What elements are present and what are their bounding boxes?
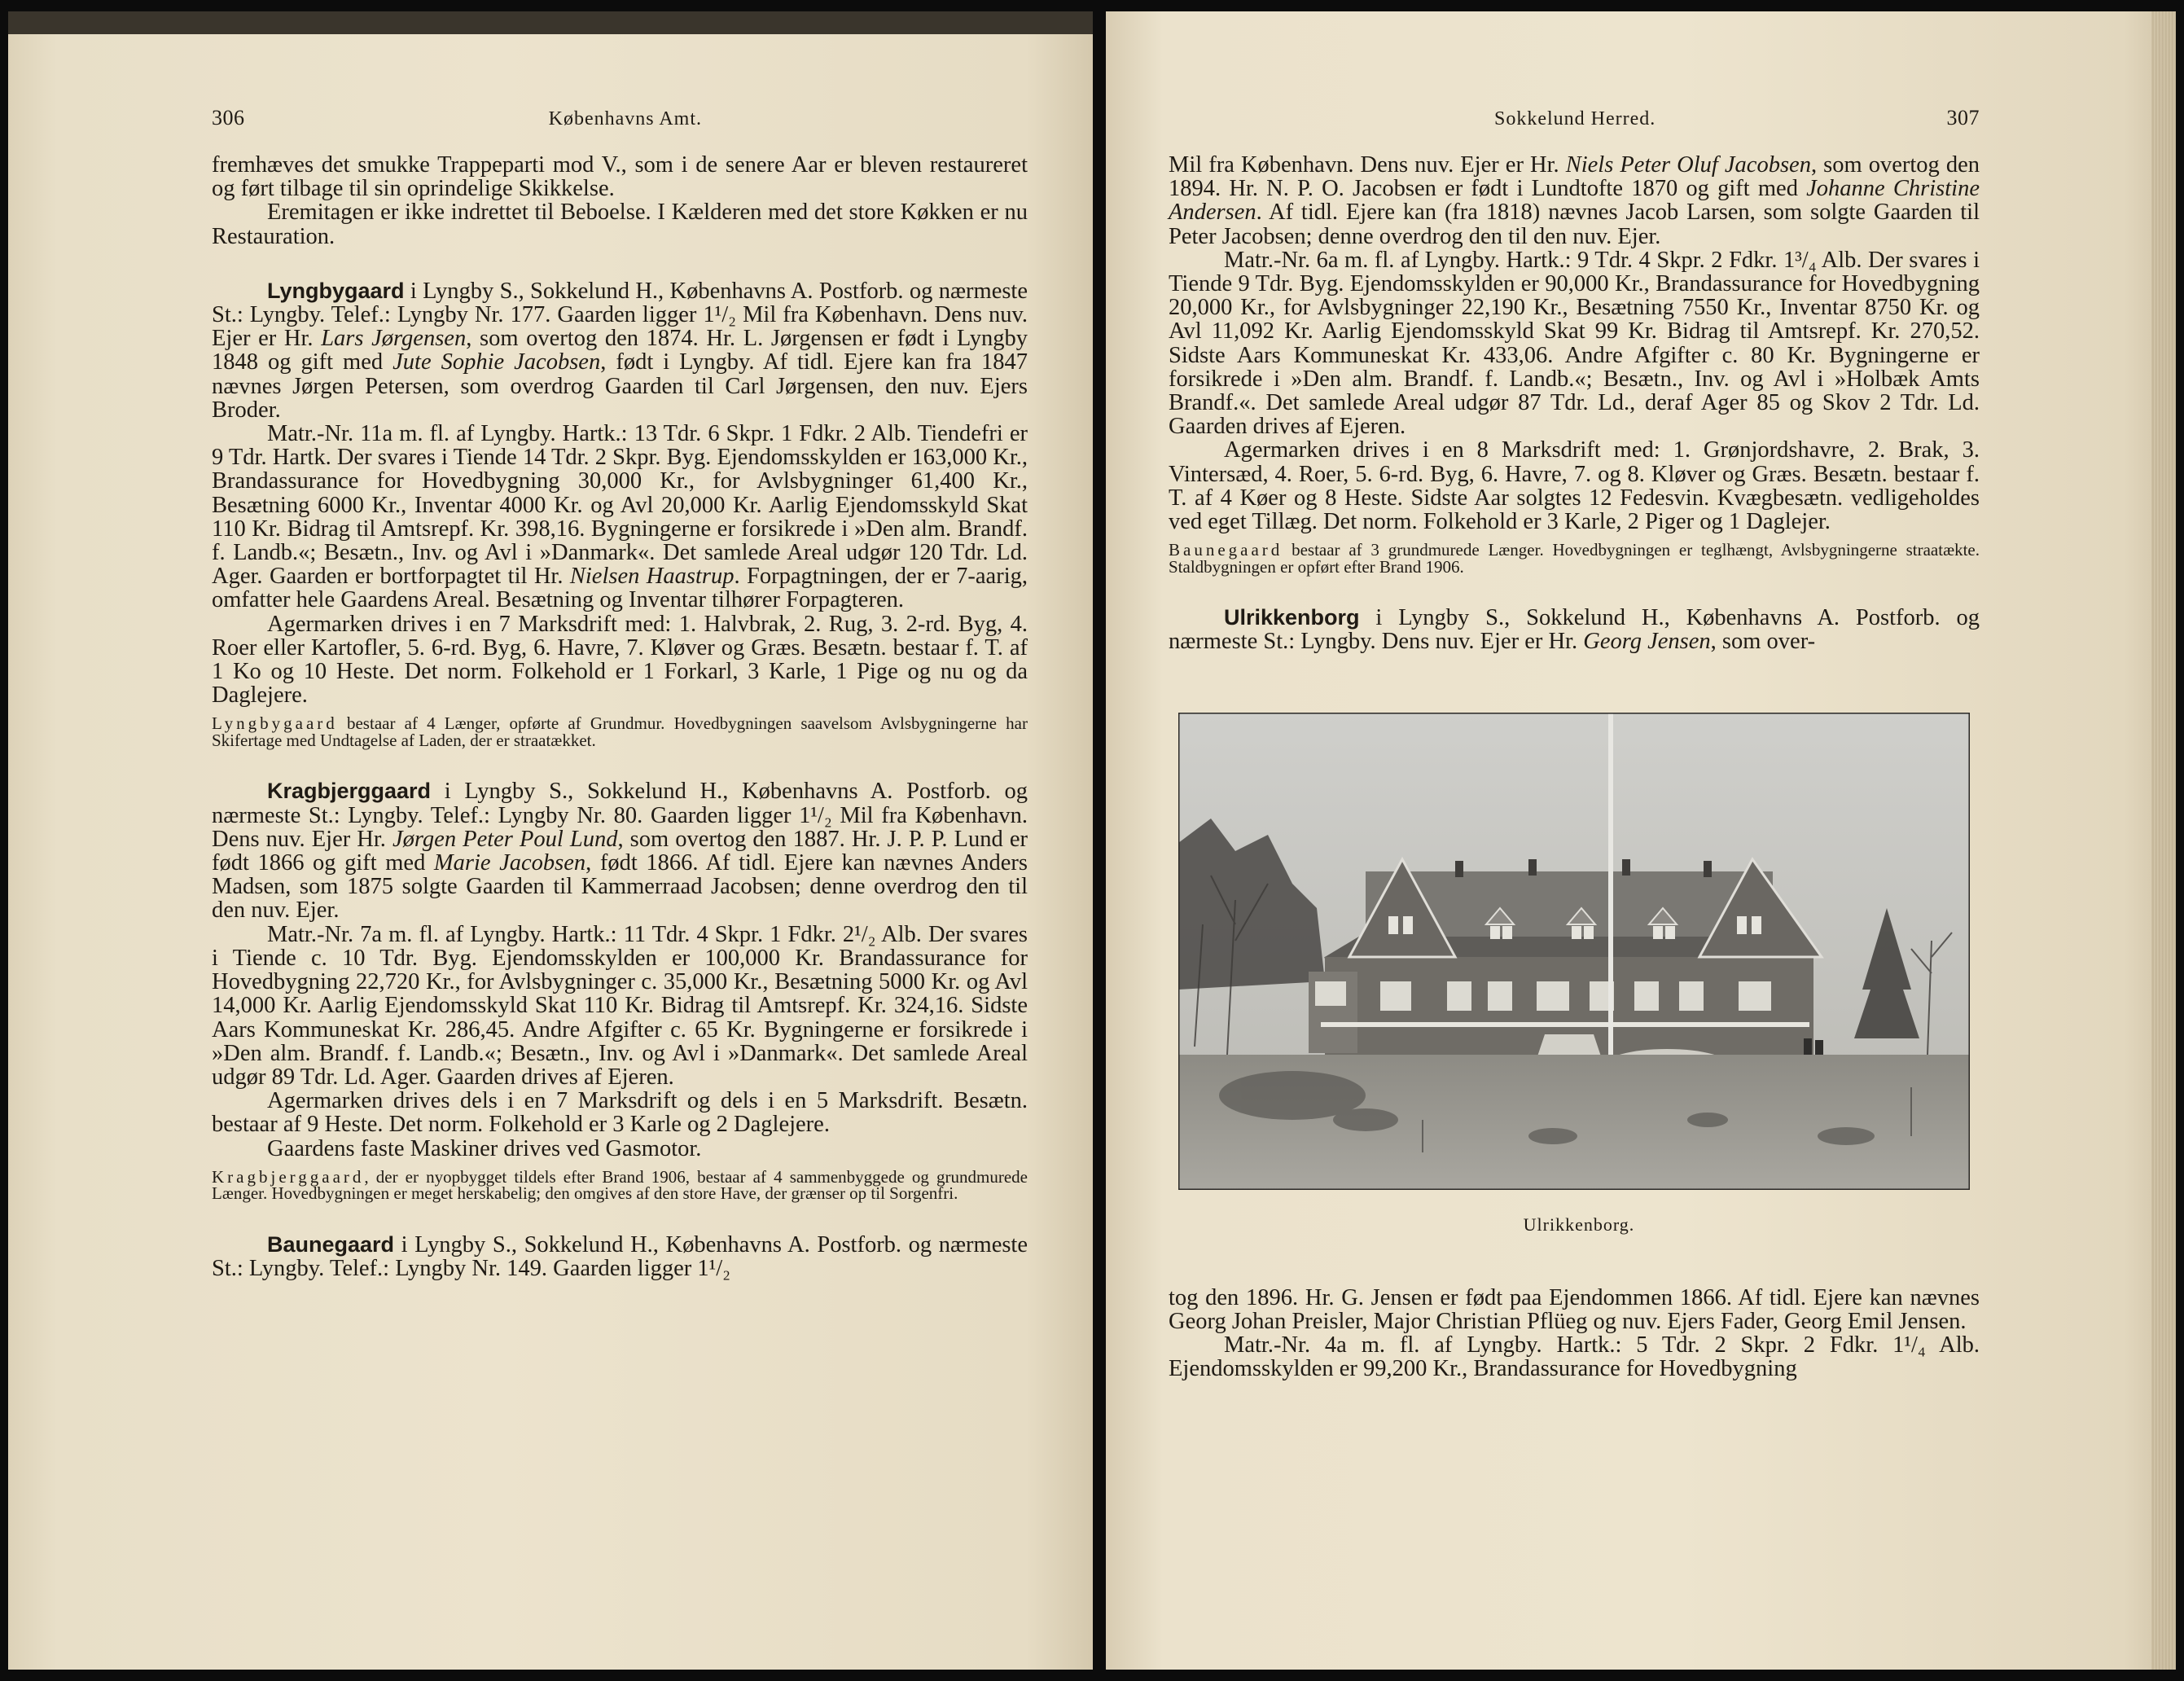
estate-name: Kragbjerggaard — [267, 779, 432, 804]
estate-paragraph: Matr.-Nr. 7a m. fl. af Lyngby. Hartk.: 11 Tdr. 4 Skpr. 1 Fdkr. 2¹/₂ Alb. Der svares i Tiende c. 10 Tdr. Byg. Ejendomsskylden er 100,000 Kr. Brandassurance for Hovedbygning 22,720 Kr., for Avlsbygninger c. 35,000 Kr., Besætning 5000 Kr. og Avl 14,000 Kr. Aarlig Ejendomsskyld Skat 110 Kr. Bidrag til Amtsrepf. Kr. 324,16. Sidste Aars Kommuneskat Kr. 286,45. Andre Afgifter c. 65 Kr. Bygningerne er forsikrede i »Den alm. Brandf. f. Landb.«; Besætn., Inv. og Avl i »Danmark«. Det samlede Areal udgør 89 Tdr. Ld. Ager. Gaarden drives af Ejeren. — [212, 921, 1028, 1090]
estate-entry-ulrikkenborg — [1169, 606, 1980, 1380]
photo-caption: Ulrikkenborg. — [1523, 1214, 1635, 1235]
spouse-name: Jute Sophie Jacobsen — [393, 349, 601, 375]
estate-paragraph: tog den 1896. Hr. G. Jensen er født paa Ejendommen 1866. Af tidl. Ejere kan nævnes Georg Johan Preisler, Major Christian Pflüeg og nuv. Ejers Fader, Georg Emil Jensen. — [1169, 1284, 1980, 1334]
building-note: Baunegaard bestaar af 3 grundmurede Længer. Hovedbygningen er teglhængt, Avlsbygningerne straatækte. Staldbygningen er opført efter Brand 1906. — [1169, 540, 1980, 577]
running-head: Sokkelund Herred. — [1494, 108, 1656, 129]
estate-entry-lyngbygaard — [212, 279, 1028, 749]
right-text-column — [1169, 106, 1980, 1380]
estate-paragraph: Mil fra København. Dens nuv. Ejer er Hr. Niels Peter Oluf Jacobsen, som overtog den 1894. Hr. N. P. O. Jacobsen er født i Lundtofte 1870 og gift med Johanne Christine Andersen. Af tidl. Ejere kan (fra 1818) nævnes Jacob Larsen, som solgte Gaarden til Peter Jacobsen; denne overdrog den til den nuv. Ejer. — [1169, 152, 1980, 249]
estate-paragraph: Baunegaard i Lyngby S., Sokkelund H., Københavns A. Postforb. og nærmeste St.: Lyngby. Telef.: Lyngby Nr. 149. Gaarden ligger 1¹/₂ — [212, 1231, 1028, 1281]
estate-paragraph: Lyngbygaard i Lyngby S., Sokkelund H., Københavns A. Postforb. og nærmeste St.: Lyngby. Telef.: Lyngby Nr. 177. Gaarden ligger 1¹/₂ Mil fra København. Dens nuv. Ejer er Hr. Lars Jørgensen, som overtog den 1874. Hr. L. Jørgensen er født i Lyngby 1848 og gift med Jute Sophie Jacobsen, født i Lyngby. Af tidl. Ejere kan fra 1847 nævnes Jørgen Petersen, som overdrog Gaarden til Carl Jørgensen, den nuv. Ejers Broder. — [212, 278, 1028, 423]
left-page-header — [212, 106, 1028, 130]
page-number: 307 — [1946, 106, 1980, 129]
intro-paragraph: fremhæves det smukke Trappeparti mod V., som i de senere Aar er bleven restaureret og ført tilbage til sin oprindelige Skikkelse. — [212, 152, 1028, 202]
estate-paragraph: Matr.-Nr. 4a m. fl. af Lyngby. Hartk.: 5 Tdr. 2 Skpr. 2 Fdkr. 1¹/₄ Alb. Ejendomsskylden er 99,200 Kr., Brandassurance for Hovedbygning — [1169, 1332, 1980, 1382]
left-text-column — [212, 106, 1028, 1280]
right-page-header — [1169, 106, 1980, 130]
estate-paragraph: Matr.-Nr. 6a m. fl. af Lyngby. Hartk.: 9 Tdr. 4 Skpr. 2 Fdkr. 1³/₄ Alb. Der svares i Tiende 9 Tdr. Byg. Ejendomsskylden er 90,000 Kr., Brandassurance for Hovedbygning 20,000 Kr., for Avlsbygninger 22,190 Kr., Besætning 7550 Kr., Inventar 8750 Kr. og Avl 11,092 Kr. Aarlig Ejendomsskyld Skat 99 Kr. Bidrag til Amtsrepf. Kr. 270,52. Sidste Aars Kommuneskat Kr. 433,06. Andre Afgifter c. 80 Kr. Bygningerne er forsikrede i »Den alm. Brandf. f. Landb.«; Besætn., Inv. og Avl i »Holbæk Amts Brandf.«. Det samlede Areal udgør 87 Tdr. Ld., deraf Ager 85 og Skov 2 Tdr. Ld. Gaarden drives af Ejeren. — [1169, 247, 1980, 440]
photo-figure — [1178, 713, 1980, 1236]
estate-entry-kragbjerggaard — [212, 779, 1028, 1204]
spouse-name: Johanne Christine Andersen — [1169, 176, 1980, 226]
building-note: Lyngbygaard bestaar af 4 Længer, opførte af Grundmur. Hovedbygningen saavelsom Avlsbygningerne har Skifertage med Undtagelse af Laden, der er straatækket. — [212, 713, 1028, 750]
estate-paragraph: Agermarken drives i en 8 Marksdrift med: 1. Grønjordshavre, 2. Brak, 3. Vintersæd, 4. Roer, 5. 6-rd. Byg, 6. Havre, 7. og 8. Kløver og Græs. Besætn. bestaar f. T. af 4 Køer og 8 Heste. Sidste Aar solgtes 12 Fedesvin. Kvægbesætn. vedligeholdes ved eget Tillæg. Det norm. Folkehold er 3 Karle, 2 Piger og 1 Daglejer. — [1169, 437, 1980, 535]
ulrikkenborg-photo — [1178, 713, 1970, 1190]
estate-name: Baunegaard — [267, 1231, 395, 1257]
estate-name: Lyngbygaard — [267, 278, 405, 303]
owner-name: Jørgen Peter Poul Lund — [393, 826, 618, 852]
estate-paragraph: Agermarken drives dels i en 7 Marksdrift og dels i en 5 Marksdrift. Besætn. bestaar af 9 Heste. Det norm. Folkehold er 3 Karle og 2 Daglejere. — [212, 1088, 1028, 1138]
owner-name: Lars Jørgensen — [321, 326, 467, 352]
estate-name: Ulrikkenborg — [1224, 605, 1360, 630]
estate-paragraph: Ulrikkenborg i Lyngby S., Sokkelund H., Københavns A. Postforb. og nærmeste St.: Lyngby. Dens nuv. Ejer er Hr. Georg Jensen, som over- — [1169, 605, 1980, 655]
intro-paragraph: Eremitagen er ikke indrettet til Beboelse. I Kælderen med det store Køkken er nu Restauration. — [212, 200, 1028, 249]
running-head: Københavns Amt. — [548, 108, 702, 129]
estate-paragraph: Kragbjerggaard i Lyngby S., Sokkelund H., Københavns A. Postforb. og nærmeste St.: Lyngby. Telef.: Lyngby Nr. 80. Gaarden ligger 1¹/₂ Mil fra København. Dens nuv. Ejer Hr. Jørgen Peter Poul Lund, som overtog den 1887. Hr. J. P. P. Lund er født 1866 og gift med Marie Jacobsen, født 1866. Af tidl. Ejere kan nævnes Anders Madsen, som 1875 solgte Gaarden til Kammerraad Jacobsen; denne overdrog den til den nuv. Ejer. — [212, 779, 1028, 924]
building-note: Kragbjerggaard, der er nyopbygget tildels efter Brand 1906, bestaar af 4 sammenbyggede og grundmurede Længer. Hovedbygningen er meget herskabelig; den omgives af den store Have, der grænser op til Sorgenfri. — [212, 1166, 1028, 1204]
owner-name: Georg Jensen — [1583, 629, 1711, 655]
tenant-name: Nielsen Haastrup — [569, 564, 735, 590]
estate-paragraph: Matr.-Nr. 11a m. fl. af Lyngby. Hartk.: 13 Tdr. 6 Skpr. 1 Fdkr. 2 Alb. Tiendefri er 9 Tdr. Hartk. Der svares i Tiende 14 Tdr. 2 Skpr. Byg. Ejendomsskylden er 163,000 Kr., Brandassurance for Hovedbygning 30,000 Kr., for Avlsbygninger 61,400 Kr., Besætning 6000 Kr., Inventar 4000 Kr. og Avl 20,000 Kr. Aarlig Ejendomsskyld Skat 110 Kr. Bidrag til Amtsrepf. Kr. 398,16. Bygningerne er forsikrede i »Den alm. Brandf. f. Landb.«; Besætn., Inv. og Avl i »Danmark«. Det samlede Areal udgør 120 Tdr. Ld. Ager. Gaarden er bortforpagtet til Hr. Nielsen Haastrup. Forpagtningen, der er 7-aarig, omfatter hele Gaardens Areal. Besætning og Inventar tilhører Forpagteren. — [212, 421, 1028, 613]
page-number: 306 — [212, 106, 245, 129]
estate-paragraph: Gaardens faste Maskiner drives ved Gasmotor. — [267, 1135, 702, 1161]
spouse-name: Marie Jacobsen — [433, 850, 586, 876]
estate-entry-baunegaard — [212, 1233, 1028, 1280]
owner-name: Niels Peter Oluf Jacobsen — [1565, 152, 1811, 178]
estate-paragraph: Agermarken drives i en 7 Marksdrift med: 1. Halvbrak, 2. Rug, 3. 2-rd. Byg, 4. Roer eller Kartofler, 5. 6-rd. Byg, 6. Havre, 7. Kløver og Græs. Besætn. bestaar f. T. af 1 Ko og 10 Heste. Det norm. Folkehold er 1 Forkarl, 3 Karle, 1 Pige og nu og da Daglejere. — [212, 611, 1028, 709]
